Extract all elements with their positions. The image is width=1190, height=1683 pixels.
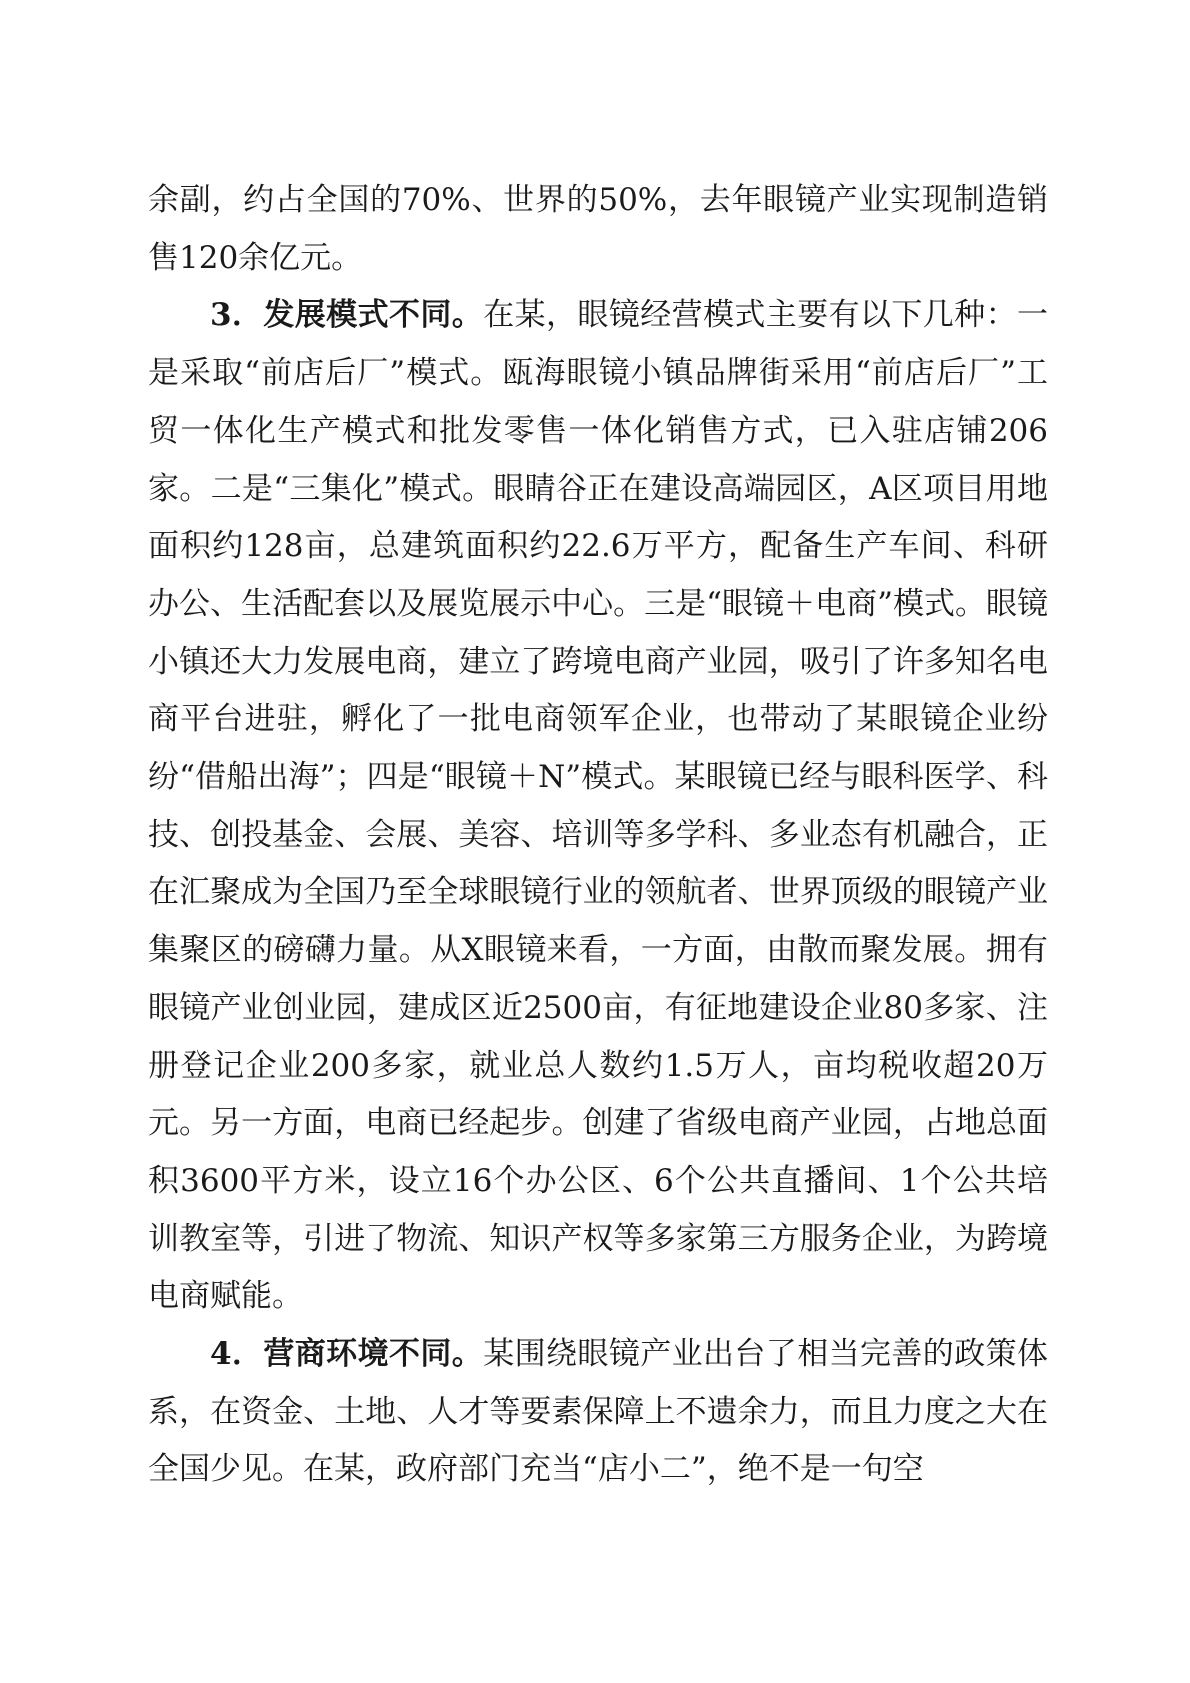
document-body (148, 172, 1048, 1499)
paragraph-heading: 4．营商环境不同。 (210, 1336, 484, 1373)
paragraph-business-environment (148, 1326, 1048, 1499)
paragraph-continuation (148, 172, 1048, 287)
paragraph-development-models (148, 287, 1048, 1326)
paragraph-body: 某围绕眼镜产业出台了相当完善的政策体系，在资金、土地、人才等要素保障上不遗余力，而且力度之大在全国少见。在某，政府部门充当“店小二”，绝不是一句空 (148, 1336, 1048, 1488)
paragraph-heading: 3．发展模式不同。 (210, 297, 484, 334)
paragraph-body: 在某，眼镜经营模式主要有以下几种：一是采取“前店后厂”模式。瓯海眼镜小镇品牌街采用“前店后厂”工贸一体化生产模式和批发零售一体化销售方式，已入驻店铺206家。二是“三集化”模式。眼睛谷正在建设高端园区，A区项目用地面积约128亩，总建筑面积约22.6万平方，配备生产车间、科研办公、生活配套以及展览展示中心。三是“眼镜＋电商”模式。眼镜小镇还大力发展电商，建立了跨境电商产业园，吸引了许多知名电商平台进驻，孵化了一批电商领军企业，也带动了某眼镜企业纷纷“借船出海”；四是“眼镜＋N”模式。某眼镜已经与眼科医学、科技、创投基金、会展、美容、培训等多学科、多业态有机融合，正在汇聚成为全国乃至全球眼镜行业的领航者、世界顶级的眼镜产业集聚区的磅礴力量。从X眼镜来看，一方面，由散而聚发展。拥有眼镜产业创业园，建成区近2500亩，有征地建设企业80多家、注册登记企业200多家，就业总人数约1.5万人，亩均税收超20万元。另一方面，电商已经起步。创建了省级电商产业园，占地总面积3600平方米，设立16个办公区、6个公共直播间、1个公共培训教室等，引进了物流、知识产权等多家第三方服务企业，为跨境电商赋能。 (148, 297, 1048, 1315)
paragraph-body: 余副，约占全国的70%、世界的50%，去年眼镜产业实现制造销售120余亿元。 (148, 182, 1048, 276)
